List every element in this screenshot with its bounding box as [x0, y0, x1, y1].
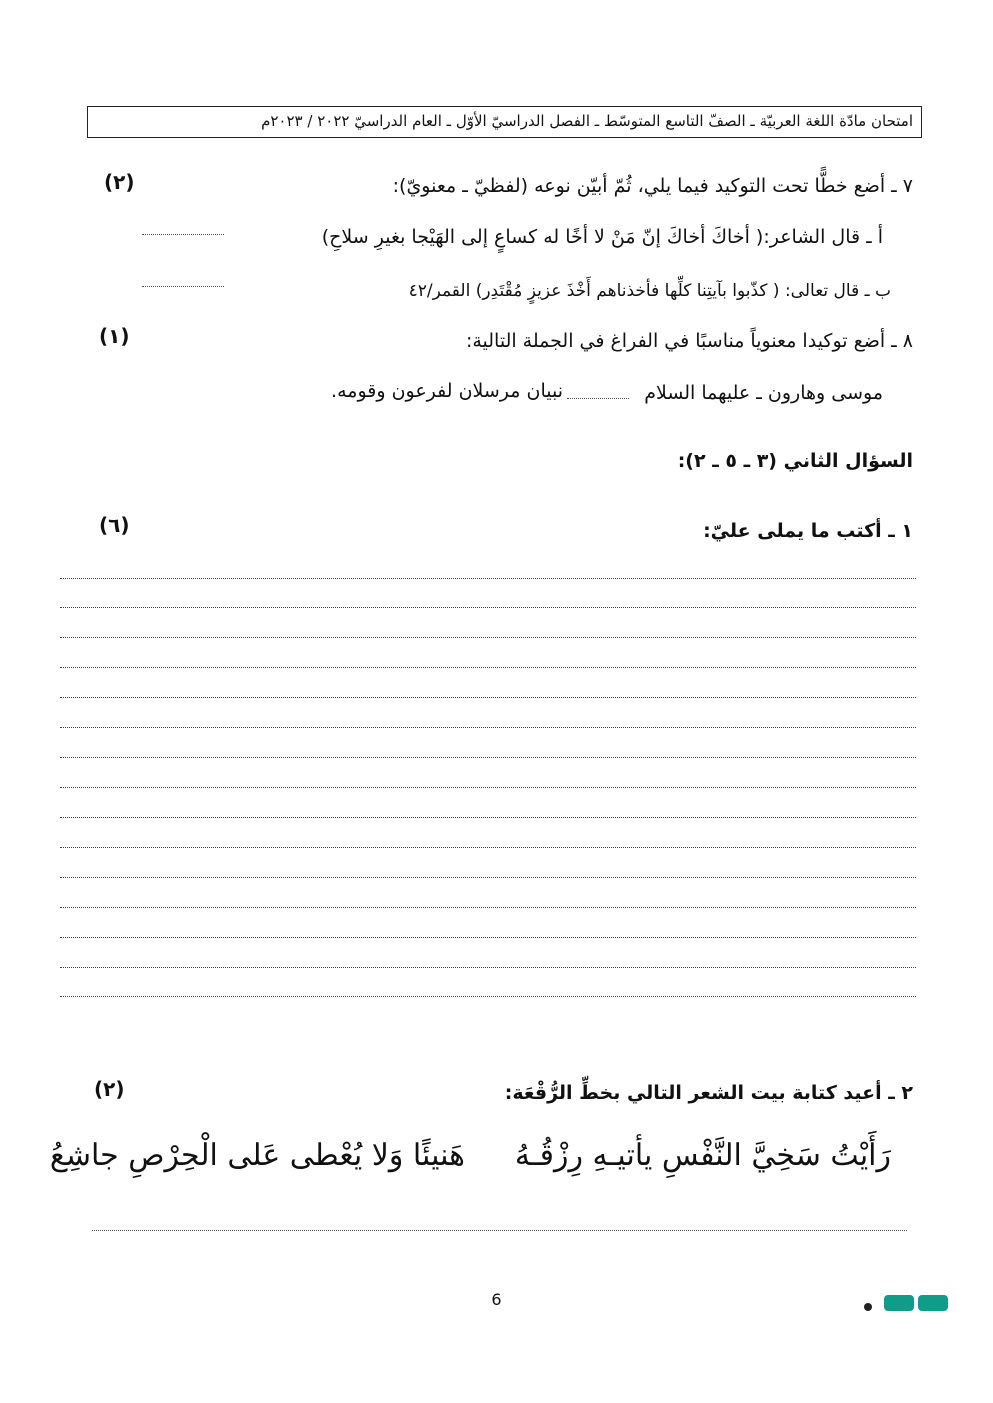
dictation-line[interactable] [60, 727, 916, 728]
q8-mark: (١) [99, 324, 130, 348]
q7-item-b-answer-line[interactable] [142, 286, 224, 287]
verse-first-half: رَأَيْتُ سَخِيَّ النَّفْسِ يأتيـهِ رِزْقُـهُ [514, 1138, 891, 1173]
q8-blank[interactable] [567, 398, 629, 399]
dictation-line[interactable] [60, 877, 916, 878]
dictation-line[interactable] [60, 817, 916, 818]
q2-1-mark: (٦) [99, 513, 130, 537]
q2-2-mark: (٢) [94, 1077, 125, 1101]
dictation-line[interactable] [60, 667, 916, 668]
dictation-line[interactable] [60, 967, 916, 968]
dictation-line[interactable] [60, 907, 916, 908]
dictation-line[interactable] [60, 937, 916, 938]
dictation-line[interactable] [60, 697, 916, 698]
q8-sentence-start: موسى وهارون ـ عليهما السلام [644, 382, 883, 404]
section2-title: السؤال الثاني (٣ ـ ٥ ـ ٢): [677, 450, 913, 472]
dictation-line[interactable] [60, 637, 916, 638]
dictation-line[interactable] [60, 757, 916, 758]
q7-item-b: ب ـ قال تعالى: ( كذّبوا بآيتِنا كلِّها فأخذناهم أَخْذَ عزيزٍ مُقْتَدِر) القمر/٤٢ [408, 281, 891, 301]
logo-icon [862, 1293, 952, 1313]
page-number: 6 [491, 1290, 502, 1309]
dictation-line[interactable] [60, 847, 916, 848]
q8-sentence-end: نبيان مرسلان لفرعون وقومه. [331, 380, 563, 402]
exam-header [87, 106, 922, 138]
q8-prompt: ٨ ـ أضع توكيدا معنوياً مناسبًا في الفراغ في الجملة التالية: [465, 330, 913, 352]
dictation-line[interactable] [60, 607, 916, 608]
dictation-line[interactable] [60, 787, 916, 788]
exam-header-title: امتحان مادّة اللغة العربيّة ـ الصفّ التاسع المتوسّط ـ الفصل الدراسيّ الأوّل ـ العام الدراسيّ ٢٠٢٢ / ٢٠٢٣م [261, 112, 913, 130]
q7-prompt: ٧ ـ أضع خطًّا تحت التوكيد فيما يلي، ثُمّ أبيّن نوعه (لفظيّ ـ معنويّ): [392, 175, 913, 197]
dictation-line[interactable] [60, 996, 916, 997]
q7-item-a-answer-line[interactable] [142, 234, 224, 235]
q2-1-prompt: ١ ـ أكتب ما يملى عليّ: [703, 520, 913, 542]
q7-item-a: أ ـ قال الشاعر:( أخاكَ أخاكَ إنّ مَنْ لا أخًا له كساعٍ إلى الهَيْجا بغيرِ سلاحِ) [321, 226, 883, 248]
q7-mark: (٢) [104, 170, 135, 194]
verse-second-half: هَنيئًا وَلا يُعْطى عَلى الْحِرْصِ جاشِعُ [49, 1138, 465, 1173]
verse-answer-line[interactable] [92, 1230, 907, 1231]
dictation-line[interactable] [60, 578, 916, 579]
q2-2-prompt: ٢ ـ أعيد كتابة بيت الشعر التالي بخطِّ الرُّقْعَة: [504, 1082, 913, 1104]
